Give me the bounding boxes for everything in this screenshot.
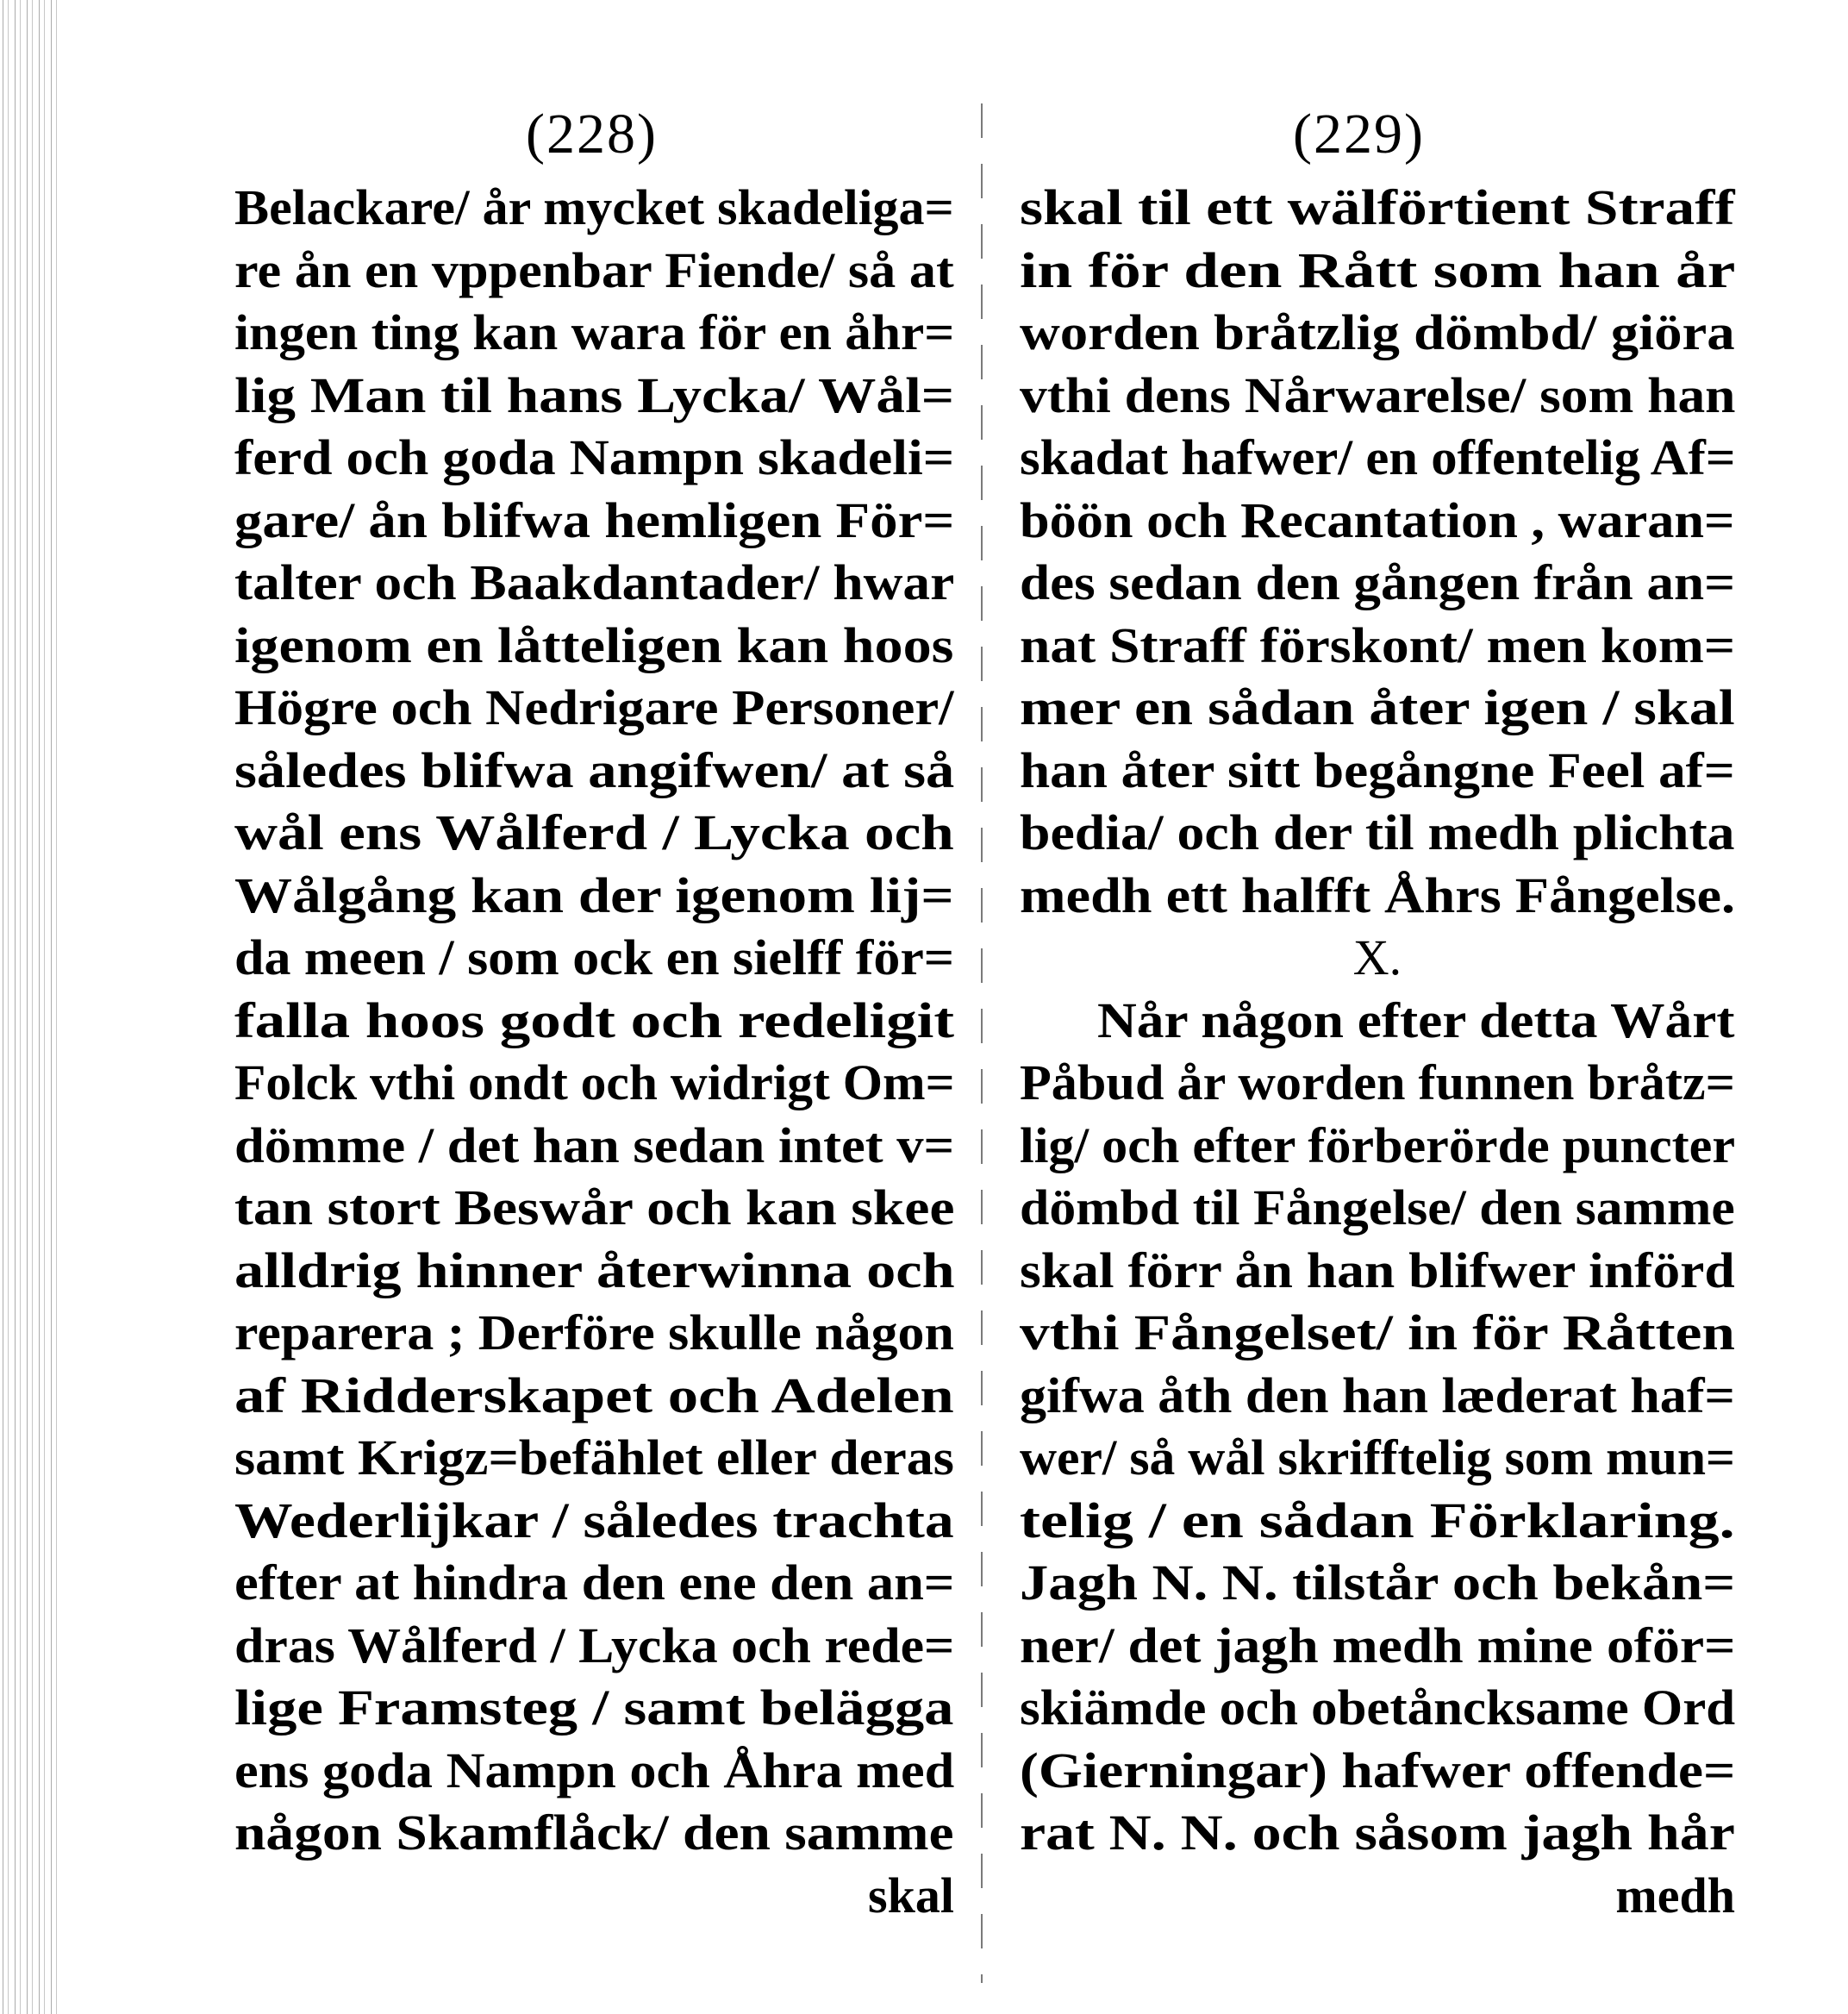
text-line	[234, 302, 954, 365]
text-line-content: dömme / det han sedan intet v=	[234, 1116, 955, 1173]
text-line-content: lige Framsteg / samt belägga	[234, 1679, 954, 1736]
text-line	[1020, 677, 1735, 740]
text-line	[1020, 1677, 1735, 1740]
text-line	[234, 1865, 954, 1928]
text-line	[234, 1302, 954, 1365]
text-line-content: vthi Fångelset/ in för Råtten	[1020, 1304, 1735, 1360]
text-line-content: Wederlijkar / således trachta	[234, 1492, 954, 1548]
text-line	[234, 1490, 954, 1553]
text-line	[1020, 365, 1735, 428]
text-line-content: någon Skamflåck/ den samme	[234, 1804, 954, 1861]
text-line	[1020, 615, 1735, 678]
text-line	[1020, 1552, 1735, 1615]
text-line-content: skal	[868, 1867, 954, 1923]
right-page-number: (229)	[1293, 103, 1425, 166]
text-line-content: re ån en vppenbar Fiende/ så at	[234, 241, 954, 298]
text-line-content: efter at hindra den ene den an=	[234, 1554, 955, 1611]
text-line-content: falla hoos godt och redeligit	[234, 991, 955, 1048]
text-line	[1020, 740, 1735, 803]
text-line-content: in för den Rått som han år	[1020, 241, 1736, 298]
text-line	[234, 615, 954, 678]
text-line	[234, 1177, 954, 1240]
text-line	[1020, 552, 1735, 615]
text-line-content: wer/ så wål skrifftelig som mun=	[1020, 1429, 1735, 1485]
text-line	[234, 177, 954, 240]
text-line	[1020, 1052, 1735, 1115]
text-line-content: da meen / som ock en sielff för=	[234, 929, 955, 985]
text-line	[234, 1802, 954, 1865]
text-line	[1020, 1302, 1735, 1365]
text-line	[1020, 1802, 1735, 1865]
text-line	[234, 1740, 954, 1803]
text-line	[1020, 302, 1735, 365]
text-line-content: mer en sådan åter igen / skal	[1020, 679, 1735, 735]
text-line	[1020, 865, 1735, 928]
text-line	[234, 865, 954, 928]
text-line	[234, 1365, 954, 1428]
text-line	[1020, 1365, 1735, 1428]
text-line-content: lig/ och efter förberörde puncter	[1020, 1116, 1736, 1173]
text-line-content: X.	[1352, 929, 1402, 985]
text-line-content: ingen ting kan wara för en åhr=	[234, 304, 955, 360]
text-line-content: Belackare/ år mycket skadeliga=	[234, 179, 954, 235]
text-line	[234, 1427, 954, 1490]
text-line	[234, 1240, 954, 1303]
text-line	[1020, 1240, 1735, 1303]
text-line-content: lig Man til hans Lycka/ Wål=	[234, 366, 955, 423]
text-line-content: dras Wålferd / Lycka och rede=	[234, 1617, 955, 1673]
text-line-content: bedia/ och der til medh plichta	[1020, 804, 1735, 860]
page-gutter-divider	[981, 103, 983, 1983]
text-line	[234, 427, 954, 490]
text-line-content: des sedan den gången från an=	[1020, 554, 1736, 610]
text-line-content: nat Straff förskont/ men kom=	[1020, 616, 1736, 673]
text-line-content: rat N. N. och såsom jagh hår	[1020, 1804, 1735, 1861]
section-heading	[1020, 927, 1735, 990]
text-line	[234, 990, 954, 1053]
text-line-content: samt Krigz=befählet eller deras	[234, 1429, 954, 1485]
text-line	[1020, 427, 1735, 490]
text-line	[234, 677, 954, 740]
text-line	[234, 490, 954, 553]
text-line	[1020, 1490, 1735, 1553]
text-line	[234, 1115, 954, 1178]
text-line-content: medh	[1615, 1867, 1735, 1923]
text-line-content: alldrig hinner återwinna och	[234, 1242, 955, 1298]
text-line	[234, 365, 954, 428]
text-line-content: således blifwa angifwen/ at så	[234, 741, 955, 798]
left-page-number: (228)	[526, 103, 658, 166]
text-line-content: Når någon efter detta Wårt	[1097, 991, 1735, 1048]
text-line-content: tan stort Beswår och kan skee	[234, 1179, 955, 1235]
text-line	[1020, 490, 1735, 553]
text-line-content: Jagh N. N. tilstår och bekån=	[1020, 1554, 1736, 1611]
text-line-content: ferd och goda Nampn skadeli=	[234, 429, 955, 485]
left-page-text	[234, 177, 954, 1927]
text-line-content: ens goda Nampn och Åhra med	[234, 1742, 955, 1798]
text-line	[1020, 990, 1735, 1053]
text-line-content: telig / en sådan Förklaring.	[1020, 1492, 1735, 1548]
text-line-content: talter och Baakdantader/ hwar	[234, 554, 955, 610]
text-line-content: af Ridderskapet och Adelen	[234, 1367, 954, 1423]
text-line-content: Högre och Nedrigare Personer/	[234, 679, 954, 735]
text-line	[234, 802, 954, 865]
text-line-content: böön och Recantation , waran=	[1020, 491, 1735, 548]
text-line-content: han åter sitt begångne Feel af=	[1020, 741, 1735, 798]
text-line	[234, 240, 954, 303]
text-line	[234, 1552, 954, 1615]
text-line-content: medh ett halfft Åhrs Fångelse.	[1020, 866, 1736, 923]
text-line-content: vthi dens Nårwarelse/ som han	[1020, 366, 1736, 423]
text-line-content: skadat hafwer/ en offentelig Af=	[1020, 429, 1736, 485]
text-line	[234, 927, 954, 990]
scan-edge-shadow	[0, 0, 60, 2014]
text-line	[234, 552, 954, 615]
text-line-content: Wålgång kan der igenom lij=	[234, 866, 954, 923]
text-line-content: Påbud år worden funnen bråtz=	[1020, 1054, 1735, 1110]
text-line-content: reparera ; Derföre skulle någon	[234, 1304, 954, 1360]
text-line-content: ner/ det jagh medh mine oför=	[1020, 1617, 1736, 1673]
text-line-content: gare/ ån blifwa hemligen För=	[234, 491, 955, 548]
text-line-content: skiämde och obetåncksame Ord	[1020, 1679, 1736, 1736]
text-line-content: skal til ett wälförtient Straff	[1020, 179, 1735, 235]
text-line	[1020, 1865, 1735, 1928]
text-line-content: gifwa åth den han læderat haf=	[1020, 1367, 1735, 1423]
text-line	[1020, 1615, 1735, 1678]
text-line	[234, 1052, 954, 1115]
text-line-content: Folck vthi ondt och widrigt Om=	[234, 1054, 955, 1110]
text-line-content: worden bråtzlig dömbd/ giöra	[1020, 304, 1735, 360]
text-line-content: dömbd til Fångelse/ den samme	[1020, 1179, 1735, 1235]
text-line	[234, 1677, 954, 1740]
right-page-text	[1020, 177, 1735, 1927]
text-line	[234, 1615, 954, 1678]
text-line	[1020, 1177, 1735, 1240]
text-line-content: wål ens Wålferd / Lycka och	[234, 804, 954, 860]
text-line-content: (Gierningar) hafwer offende=	[1020, 1742, 1736, 1798]
text-line	[234, 740, 954, 803]
text-line-content: skal förr ån han blifwer införd	[1020, 1242, 1735, 1298]
text-line	[1020, 240, 1735, 303]
text-line	[1020, 1115, 1735, 1178]
text-line	[1020, 177, 1735, 240]
text-line	[1020, 1427, 1735, 1490]
text-line	[1020, 802, 1735, 865]
text-line-content: igenom en låtteligen kan hoos	[234, 616, 954, 673]
text-line	[1020, 1740, 1735, 1803]
